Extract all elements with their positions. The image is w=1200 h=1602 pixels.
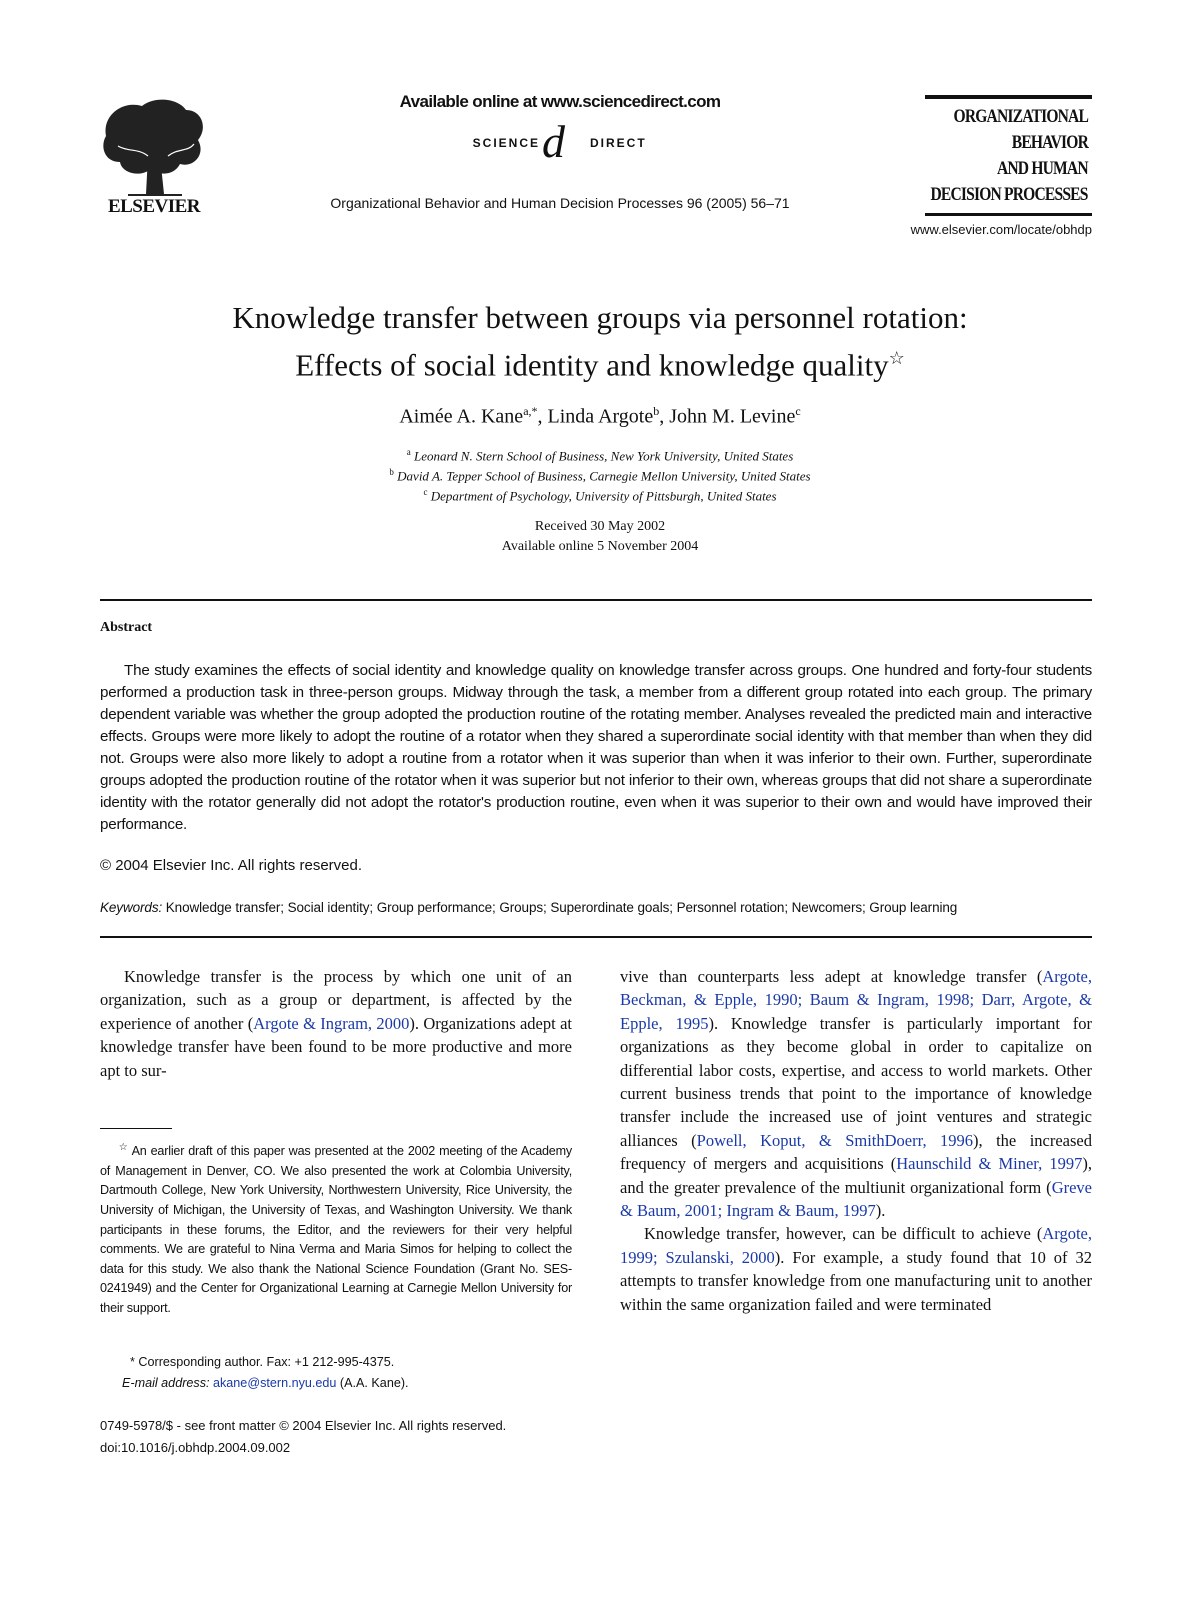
publisher-name: ELSEVIER	[107, 196, 201, 217]
footnote-corresponding	[100, 1355, 572, 1369]
journal-title-box	[925, 95, 1092, 216]
author-affil-mark[interactable]: a,*	[523, 404, 538, 418]
citation-link[interactable]: Powell, Koput, & SmithDoerr, 1996	[696, 1130, 974, 1150]
footnote-acknowledgment	[100, 1138, 572, 1319]
abstract-copyright: © 2004 Elsevier Inc. All rights reserved.	[100, 857, 363, 874]
journal-url-link[interactable]: www.elsevier.com/locate/obhdp	[910, 222, 1092, 237]
author-name: Aimée A. Kane	[399, 405, 524, 428]
body-text: Knowledge transfer is the process by which one unit of an organization, such as a group or department, is affected by the experience of another (	[100, 967, 572, 1033]
affiliation	[100, 447, 1100, 464]
doi-link[interactable]: doi:10.1016/j.obhdp.2004.09.002	[100, 1440, 291, 1455]
citation-link[interactable]: Argote & Ingram, 2000	[253, 1013, 410, 1033]
author-name: Linda Argote	[547, 405, 654, 428]
footnote-star-icon: ☆	[118, 1142, 129, 1153]
divider	[100, 936, 1092, 938]
title-footnote-star-icon[interactable]: ☆	[888, 348, 905, 368]
footnote-corr-mark: *	[130, 1355, 135, 1369]
affiliation	[100, 467, 1100, 484]
journal-line: DECISION PROCESSES	[930, 184, 1088, 205]
journal-citation: Organizational Behavior and Human Decision Processes 96 (2005) 56–71	[330, 195, 790, 211]
affil-mark: b	[389, 467, 394, 477]
keywords-list: Knowledge transfer; Social identity; Group performance; Groups; Superordinate goals; Personnel rotation; Newcomers; Group learning	[165, 900, 958, 915]
journal-line: AND HUMAN	[997, 158, 1088, 179]
divider	[100, 599, 1092, 601]
body-text: ), and the greater prevalence of the multiunit organizational form (	[620, 1154, 1092, 1197]
journal-line: BEHAVIOR	[1011, 132, 1088, 153]
author-affil-mark[interactable]: c	[795, 404, 801, 418]
available-date: Available online 5 November 2004	[501, 539, 699, 554]
affil-text: Leonard N. Stern School of Business, New York University, United States	[413, 448, 794, 464]
footnote-divider	[100, 1128, 172, 1129]
title-line-2-text: Effects of social identity and knowledge quality	[295, 347, 889, 383]
author-affil-mark[interactable]: b	[653, 404, 660, 418]
body-paragraph	[620, 1222, 1092, 1316]
body-text: ). For example, a study found that 10 of 32 attempts to transfer knowledge from one manufacturing unit to another within the same organization failed and were terminated	[620, 1247, 1093, 1314]
body-text: ). Knowledge transfer is particularly important for organizations as they become global in order to capitalize on differential labor costs, expertise, and access to world markets. Other current business trends that point to the importance of knowledge transfer include the increased use of joint ventures and strategic alliances (	[620, 1013, 1092, 1150]
abstract-heading: Abstract	[100, 620, 153, 635]
body-paragraph	[620, 965, 1092, 1222]
author-name: John M. Levine	[669, 405, 796, 428]
citation-link[interactable]: Argote, 1999; Szulanski, 2000	[620, 1224, 1092, 1267]
title-line-1: Knowledge transfer between groups via personnel rotation:	[232, 300, 968, 335]
sd-right-text: DIRECT	[590, 136, 647, 150]
footnote-corr-text: Corresponding author. Fax: +1 212-995-4375.	[138, 1355, 395, 1369]
body-right-column	[620, 965, 1092, 1316]
footnote-email	[100, 1376, 572, 1390]
footnote-text: An earlier draft of this paper was presented at the 2002 meeting of the Academy of Management in Denver, CO. We also presented the work at Colombia University, Dartmouth College, New York University, Northwestern University, Rice University, the University of Michigan, the University of Texas, and Washington University. We thank participants in these forums, the Editor, and the reviewers for their very helpful comments. We are grateful to Nina Verma and Maria Simos for helping to collect the data for this study. We also thank the National Science Foundation (Grant No. SES-0241949) and the Center for Organizational Learning at Carnegie Mellon University for their support.	[100, 1144, 572, 1315]
article-title	[100, 298, 1100, 385]
affil-text: Department of Psychology, University of Pittsburgh, United States	[430, 488, 777, 504]
affil-mark: c	[423, 487, 428, 497]
keywords	[100, 900, 1092, 915]
abstract-text: The study examines the effects of social identity and knowledge quality on knowledge transfer across groups. One hundred and forty-four students performed a production task in three-person groups. Midway through the task, a member from a different group rotated into each group. The primary dependent variable was whether the group adopted the production routine of the rotating member. Analyses revealed the predicted main and interactive effects. Groups were more likely to adopt the routine of a rotator when they shared a superordinate social identity with that member than when they did not. Groups were also more likely to adopt a routine from a rotator when it was superior than when it was inferior to their own. Further, superordinate groups adopted the production routine of the rotator when it was superior but not inferior to their own, whereas groups that did not share a superordinate identity with the rotator generally did not adopt the rotator's production routine, even when it was superior to their own and would have improved their performance.	[100, 662, 1092, 833]
received-date: Received 30 May 2002	[534, 519, 666, 534]
journal-line: ORGANIZATIONAL	[953, 106, 1088, 127]
title-line-2	[100, 338, 1100, 385]
body-text: Knowledge transfer, however, can be difficult to achieve (	[644, 1224, 1043, 1244]
sciencedirect-logo	[300, 116, 820, 167]
citation-link[interactable]: Argote, Beckman, & Epple, 1990; Baum & Ingram, 1998; Darr, Argote, & Epple, 1995	[620, 967, 1092, 1033]
sd-left-text: SCIENCE	[472, 136, 540, 150]
sd-at-icon: d	[542, 116, 565, 167]
issn-line: 0749-5978/$ - see front matter © 2004 Elsevier Inc. All rights reserved.	[100, 1418, 507, 1433]
email-label: E-mail address:	[122, 1376, 210, 1390]
author-list: Aimée A. Kane$^{a,*}$, Linda Argote$^b$, John M. Levine$^c$	[399, 404, 801, 428]
affiliation	[100, 487, 1100, 504]
email-suffix: (A.A. Kane).	[339, 1376, 409, 1390]
available-online-banner: Available online at www.sciencedirect.com	[399, 92, 721, 111]
email-link[interactable]: akane@stern.nyu.edu	[213, 1376, 337, 1390]
body-text: ).	[875, 1201, 886, 1221]
body-text: ), the increased frequency of mergers and acquisitions (	[620, 1130, 1093, 1174]
keywords-label: Keywords:	[100, 900, 163, 915]
affil-mark: a	[406, 447, 411, 457]
body-text: vive than counterparts less adept at knowledge transfer (	[620, 967, 1043, 986]
affil-text: David A. Tepper School of Business, Carnegie Mellon University, United States	[397, 468, 811, 484]
citation-link[interactable]: Greve & Baum, 2001; Ingram & Baum, 1997	[620, 1177, 1092, 1221]
citation-link[interactable]: Haunschild & Miner, 1997	[896, 1154, 1083, 1174]
body-left-paragraph	[100, 965, 572, 1082]
body-text: ). Organizations adept at knowledge transfer have been found to be more productive and more apt to sur-	[100, 1013, 572, 1080]
